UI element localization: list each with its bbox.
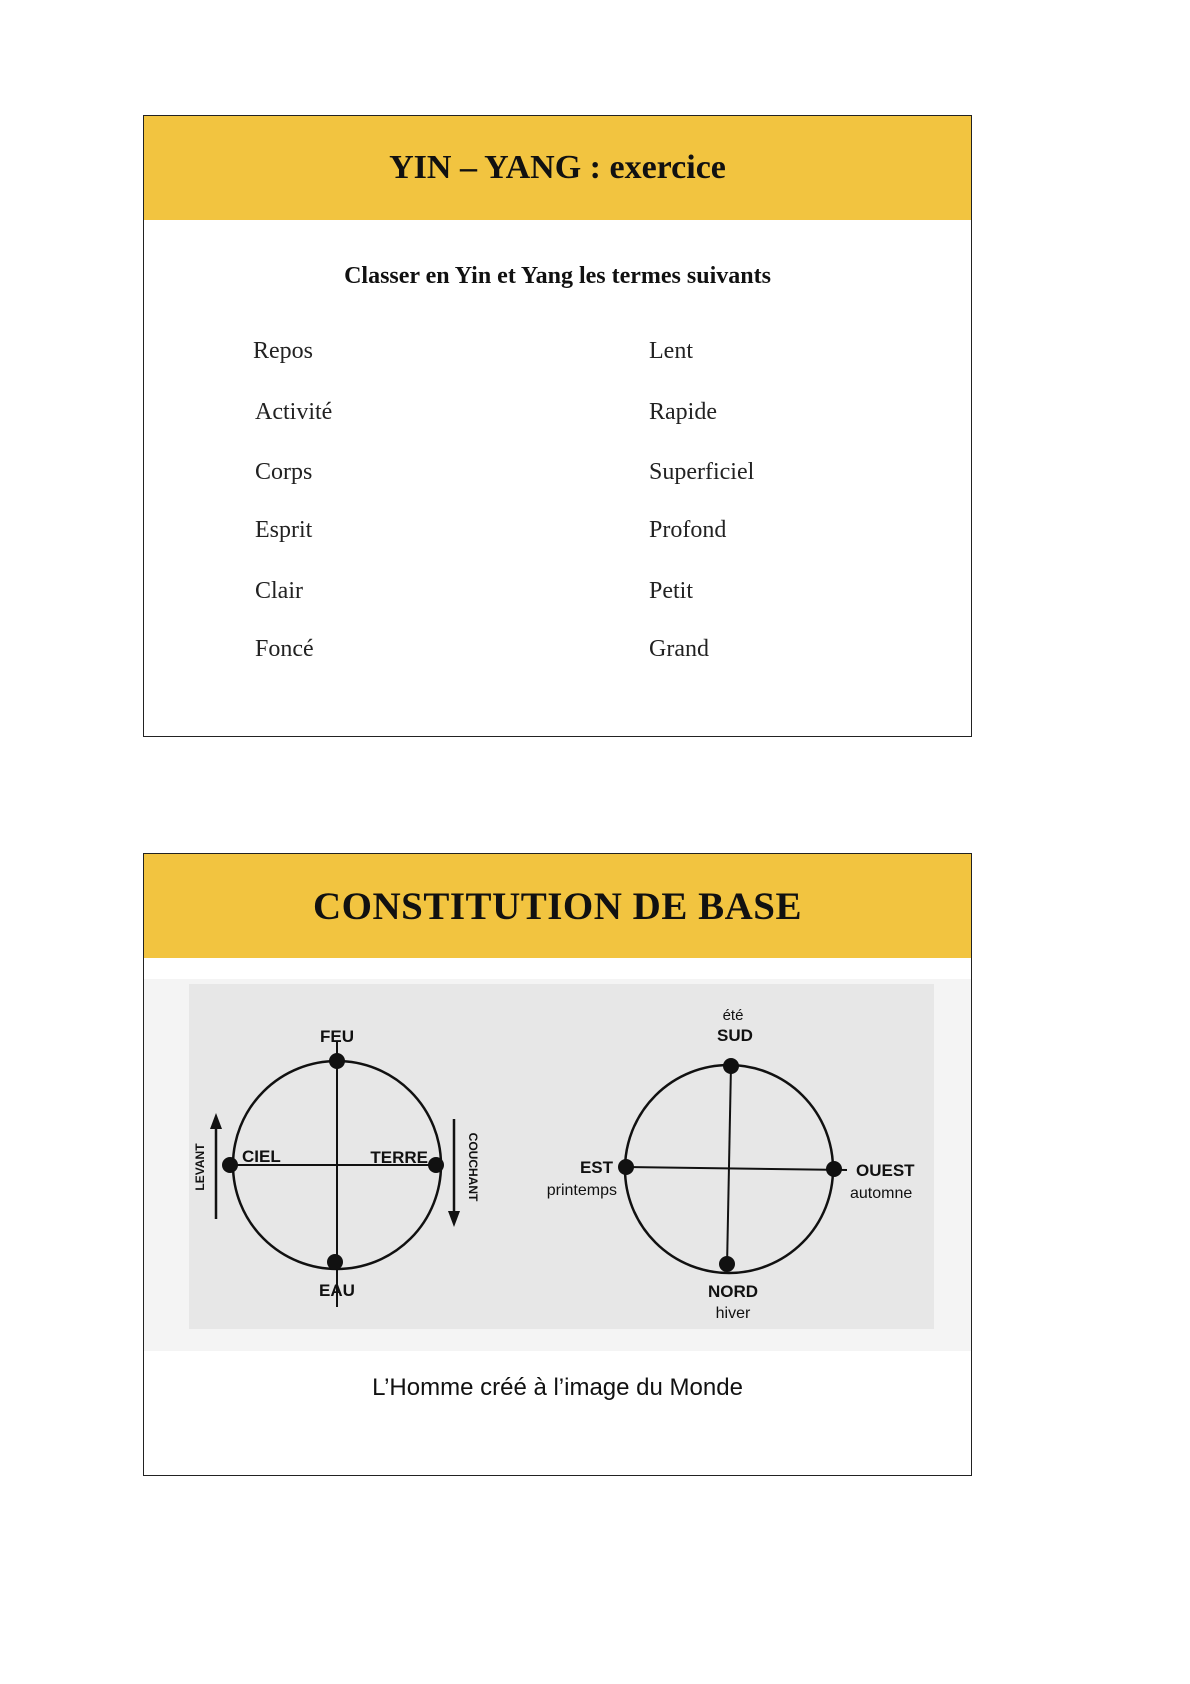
directions-diagram: [547, 1007, 915, 1322]
vertical-axis: [727, 1065, 731, 1267]
ete-label: été: [722, 1007, 744, 1024]
slide-title-banner: [144, 854, 971, 958]
nord-point: [719, 1256, 735, 1272]
diagram-caption: L’Homme créé à l’image du Monde: [372, 1374, 743, 1401]
slide-title: CONSTITUTION DE BASE: [313, 884, 802, 928]
hiver-label: hiver: [715, 1305, 751, 1322]
term-right: Petit: [649, 578, 694, 604]
levant-arrowhead: [210, 1113, 222, 1129]
est-point: [618, 1159, 634, 1175]
term-left: Corps: [255, 459, 313, 485]
sud-label: SUD: [717, 1026, 753, 1045]
term-left: Esprit: [255, 517, 313, 543]
elements-diagram: [193, 1027, 480, 1307]
slide-title: YIN – YANG : exercice: [389, 149, 726, 186]
slide-title-banner: [144, 116, 971, 220]
feu-point: [329, 1053, 345, 1069]
slide-subtitle: Classer en Yin et Yang les termes suivants: [344, 263, 771, 289]
cosmology-diagrams: [144, 979, 971, 1351]
feu-label: FEU: [320, 1027, 354, 1046]
ouest-point: [826, 1161, 842, 1177]
term-right: Profond: [649, 517, 727, 543]
automne-label: automne: [850, 1185, 913, 1202]
term-right: Rapide: [649, 399, 717, 425]
term-left: Repos: [253, 338, 313, 364]
slide-yin-yang-exercise: [143, 115, 972, 737]
term-left: Activité: [255, 399, 333, 425]
eau-label: EAU: [319, 1281, 355, 1300]
couchant-arrowhead: [448, 1211, 460, 1227]
printemps-label: printemps: [546, 1182, 617, 1199]
horizontal-axis: [622, 1167, 847, 1170]
couchant-label: COUCHANT: [466, 1132, 480, 1202]
slide-constitution-de-base: [143, 853, 972, 1476]
terre-label: TERRE: [370, 1148, 428, 1167]
levant-label: LEVANT: [193, 1143, 207, 1191]
sud-point: [723, 1058, 739, 1074]
est-label: EST: [579, 1158, 613, 1177]
term-left: Foncé: [255, 636, 314, 662]
diagram-area: [144, 979, 971, 1351]
term-right: Lent: [649, 338, 693, 364]
nord-label: NORD: [707, 1282, 759, 1301]
term-right: Grand: [649, 636, 709, 662]
ciel-point: [222, 1157, 238, 1173]
eau-point: [327, 1254, 343, 1270]
terre-point: [428, 1157, 444, 1173]
term-left: Clair: [255, 578, 303, 604]
ciel-label: CIEL: [242, 1147, 281, 1166]
ouest-label: OUEST: [856, 1161, 915, 1180]
term-right: Superficiel: [649, 459, 755, 485]
